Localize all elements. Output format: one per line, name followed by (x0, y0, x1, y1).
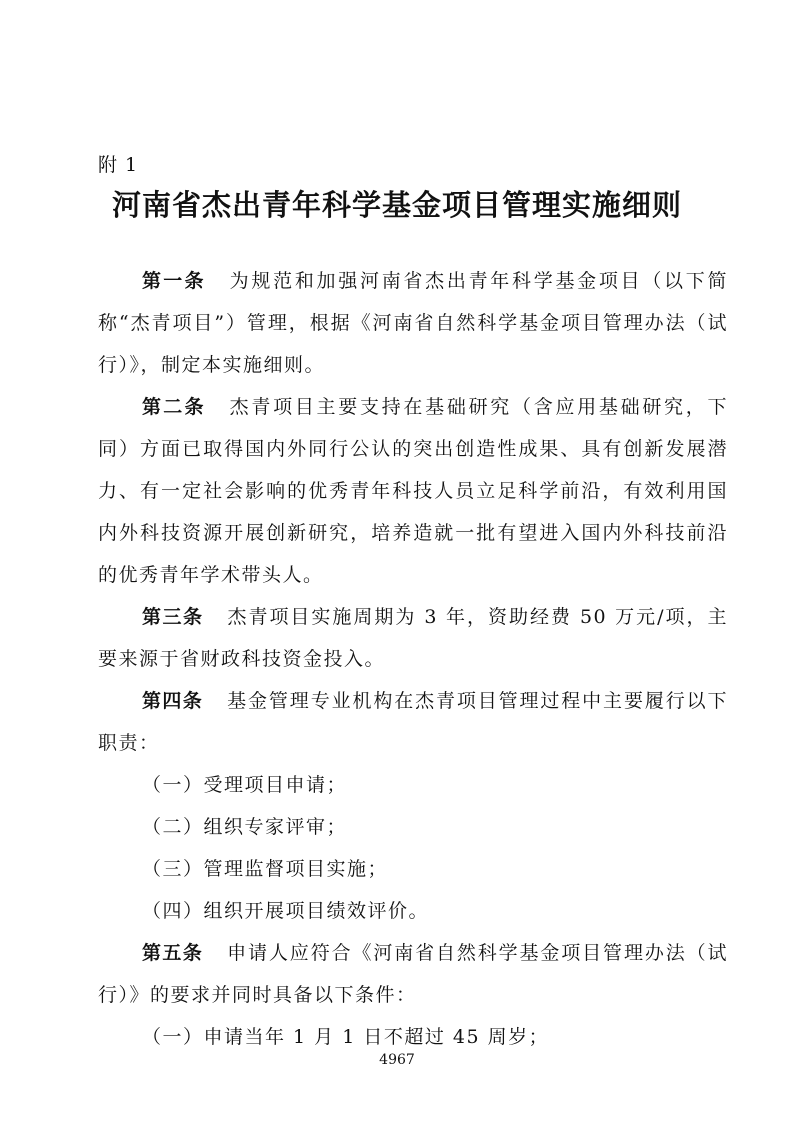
list-item: （一）受理项目申请； (142, 774, 348, 796)
document-title: 河南省杰出青年科学基金项目管理实施细则 (111, 188, 682, 222)
article-4 (98, 680, 728, 764)
article-text: 为规范和加强河南省杰出青年科学基金项目（以下简称“杰青项目”）管理，根据《河南省自然科学基金项目管理办法（试行）》，制定本实施细则。 (98, 270, 728, 376)
article-label: 第四条 (142, 690, 204, 712)
article-1 (98, 260, 728, 386)
list-item: （一）申请当年 1 月 1 日不超过 45 周岁； (142, 1026, 550, 1048)
article-2 (98, 386, 728, 596)
article-text: 杰青项目主要支持在基础研究（含应用基础研究，下同）方面已取得国内外同行公认的突出创造性成果、具有创新发展潜力、有一定社会影响的优秀青年科技人员立足科学前沿，有效利用国内外科技资源开展创新研究，培养造就一批有望进入国内外科技前沿的优秀青年学术带头人。 (98, 396, 728, 586)
attachment-label: 附 1 (98, 154, 139, 176)
article-label: 第五条 (142, 942, 204, 964)
article-text: 杰青项目实施周期为 3 年，资助经费 50 万元/项，主要来源于省财政科技资金投入。 (98, 606, 728, 670)
list-item: （四）组织开展项目绩效评价。 (142, 900, 430, 922)
article-3 (98, 596, 728, 680)
list-item: （三）管理监督项目实施； (142, 858, 389, 880)
article-text: 基金管理专业机构在杰青项目管理过程中主要履行以下职责： (98, 690, 728, 754)
article-text: 申请人应符合《河南省自然科学基金项目管理办法（试行）》的要求并同时具备以下条件： (98, 942, 728, 1006)
article-label: 第二条 (142, 396, 206, 418)
document-body (98, 260, 728, 1058)
article-label: 第一条 (142, 270, 206, 292)
list-item: （二）组织专家评审； (142, 816, 348, 838)
page-number: 4967 (379, 1052, 415, 1068)
article-label: 第三条 (142, 606, 204, 628)
article-5 (98, 932, 728, 1016)
